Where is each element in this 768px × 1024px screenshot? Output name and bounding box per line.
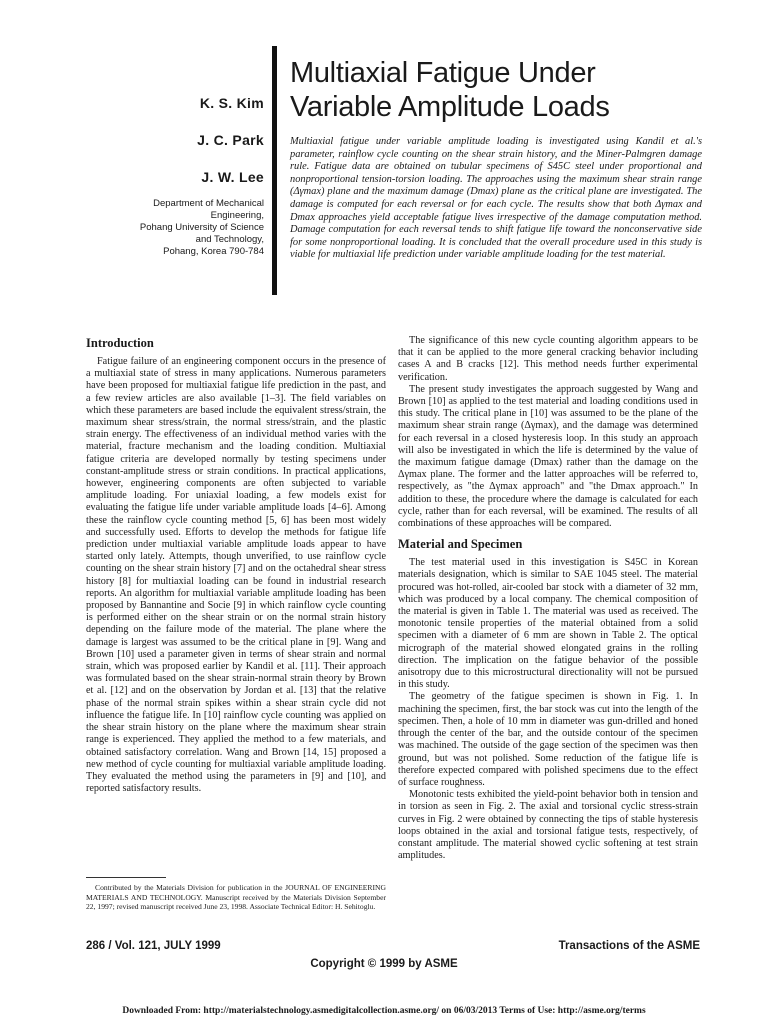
- paper-title: [290, 56, 730, 124]
- footnote: Contributed by the Materials Division for publication in the JOURNAL OF ENGINEERING MATERIALS AND TECHNOLOGY. Manuscript received by the Materials Division September 22, 1997; revised manuscript received June 23, 1998. Associate Technical Editor: H. Sehitoglu.: [86, 883, 386, 912]
- affiliation-line: and Technology,: [195, 234, 264, 245]
- footnote-rule: [86, 877, 166, 878]
- author-name: J. C. Park: [197, 132, 264, 148]
- section-heading-material: Material and Specimen: [398, 537, 523, 552]
- title-line: Variable Amplitude Loads: [290, 91, 610, 123]
- body-paragraph: The significance of this new cycle counting algorithm appears to be that it can be applied to the more general cracking behavior including cases A and B cracks [12]. This method needs further experimental verification.: [398, 335, 698, 383]
- body-paragraph: Monotonic tests exhibited the yield-point behavior both in tension and in torsion as seen in Fig. 2. The axial and torsional cyclic stress-strain curves in Fig. 2 were obtained by connecting the tips of stable hysteresis loops obtained in the axial and torsional fatigue tests, respectively, of constant amplitude. The material showed cyclic softening at test strain amplitudes.: [398, 789, 698, 862]
- section-heading-introduction: Introduction: [86, 336, 154, 350]
- body-paragraph: The present study investigates the approach suggested by Wang and Brown [10] as applied to the test material and loading conditions used in this study. The critical plane in [10] was assumed to be the plane of the maximum shear strain range (Δγmax), and the damage was determined for each reversal in a closed hysteresis loop. In this study an approach will also be investigated in which the life is determined by the value of the maximum fatigue damage (Dmax) rather than the damage on the Δγmax plane. The former and the latter approaches will be referred to, respectively, as "the Δγmax approach" and "the Dmax approach." In addition to these, the procedure where the damage is calculated for each cycle, rather than for each reversal, will be examined. The results of all combinations of these approaches will be compared.: [398, 383, 698, 530]
- right-column: [398, 335, 698, 862]
- affiliation-line: Pohang, Korea 790-784: [163, 246, 264, 257]
- affiliation-line: Department of Mechanical Engineering,: [153, 198, 264, 221]
- title-line: Multiaxial Fatigue Under: [290, 57, 596, 89]
- page-footer-left: 286 / Vol. 121, JULY 1999: [86, 940, 221, 952]
- title-divider-bar: [272, 46, 277, 295]
- abstract: Multiaxial fatigue under variable amplitude loading is investigated using Kandil et al.'s parameter, rainflow cycle counting on the shear strain history, and the Miner-Palmgren damage rule. Fatigue data are obtained on tubular specimens of S45C steel under proportional and nonproportional tension-torsion loading. The approaches using the maximum shear strain range (Δγmax) plane and the maximum damage (Dmax) plane as the critical plane are investigated. The damage is computed for each reversal or for each cycle. The results show that both Δγmax and Dmax approaches yield acceptable fatigue lives irrespective of the damage computation method. Damage computation for each reversal tends to shift fatigue life toward the nonconservative side for some nonproportional loading. It is concluded that the overall procedure used in this study is viable for multiaxial life prediction under variable amplitude loading for the test material.: [290, 136, 702, 261]
- download-notice: Downloaded From: http://materialstechnology.asmedigitalcollection.asme.org/ on 06/03/2013 Terms of Use: http://asme.org/terms: [122, 1006, 646, 1016]
- copyright-line: Copyright © 1999 by ASME: [310, 958, 458, 970]
- body-paragraph: The geometry of the fatigue specimen is shown in Fig. 1. In machining the specimen, first, the bar stock was cut into the length of the specimen. Then, a hole of 10 mm in diameter was gun-drilled and honed through the center of the bar, and the outside contour of the specimen was machined. The outside of the gage section of the specimen was then ground, but was not polished. Some reduction of the fatigue life is therefore expected compared with polished specimens due to the effect of surface roughness.: [398, 691, 698, 788]
- author-affiliation: [120, 198, 264, 258]
- body-paragraph: The test material used in this investigation is S45C in Korean materials designation, which is similar to SAE 1045 steel. The material procured was hot-rolled, air-cooled bar stock with a diameter of 32 mm, which was produced by a local company. The chemical composition of the material is given in Table 1. The material was used as received. The monotonic tensile properties of the material obtained from a solid specimen with a diameter of 6 mm are shown in Table 2. The optical micrograph of the material showed elongated grains in the rolling direction. The implication on the fatigue behavior of the possible anisotropy due to this microstructural directionality will not be pursued in this study.: [398, 557, 698, 691]
- left-column: [86, 336, 386, 795]
- author-block: [120, 94, 264, 258]
- author-name: J. W. Lee: [201, 169, 264, 185]
- author-name: K. S. Kim: [199, 95, 264, 111]
- page-footer-right: Transactions of the ASME: [558, 940, 700, 952]
- body-paragraph: Fatigue failure of an engineering component occurs in the presence of a multiaxial state of stress in many applications. Numerous parameters have been proposed for multiaxial fatigue life prediction in the past, and a few review articles are also available [1–3]. The field variables on which these parameters are based include the equivalent stress/strain, the maximum shear stress/strain, the normal stress/strain, and the plastic strain energy. The effectiveness of an individual method varies with the material, fracture mechanism and the loading condition. Multiaxial fatigue criteria are developed normally by testing specimens under constant-amplitude stress or strain conditions. In practical applications, however, engineering components are often subjected to variable amplitude loading. For uniaxial loading, a few models exist for evaluating the fatigue life under variable amplitude loads [4–6]. Among these the rainflow cycle counting method [5, 6] has been most widely and successfully used. Efforts to develop the methods for fatigue life prediction under multiaxial variable amplitude loads appear to have started only lately. Attempts, though unverified, to use rainflow cycle counting on the shear strain history [7] and on the octahedral shear stress history [8] for multiaxial loading can be found in industrial research reports. An algorithm for multiaxial variable amplitude loading has been proposed by Bannantine and Socie [9] in which rainflow cycle counting is performed either on the shear strain or on the normal strain history depending on the failure mode of the material. The plane where the damage is largest was assumed to be the critical plane in [9]. Wang and Brown [10] used a parameter given in terms of shear strain and normal strain, which was proposed earlier by Kandil et al. [11]. Their approach was formulated based on the shear strain-normal strain theory by Brown et al. [12] and on the observation by Jordan et al. [13] that the relative phase of the normal strain spikes within a shear strain cycle did not influence the fatigue life. In [10] rainflow cycle counting was applied on the shear strain history on the plane where the maximum shear strain range is experienced. They applied the method to a few materials, and obtained satisfactory correlation. Wang and Brown [14, 15] proposed a new method of cycle counting for multiaxial variable amplitude loading. They evaluated the method using the parameters in [9] and [10], and reported satisfactory results.: [86, 356, 386, 795]
- affiliation-line: Pohang University of Science: [139, 222, 264, 233]
